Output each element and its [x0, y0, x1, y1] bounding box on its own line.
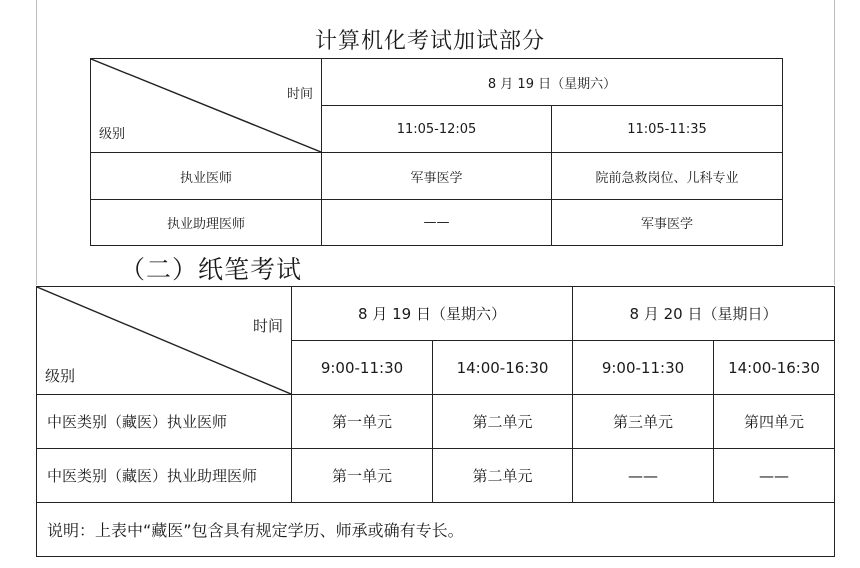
corner-level-label: 级别: [99, 127, 126, 142]
table-row: [37, 395, 835, 449]
time-slot-header: 9:00-11:30: [573, 341, 714, 395]
date-header: 8 月 20 日（星期日）: [573, 287, 835, 341]
corner-level-label: 级别: [45, 367, 76, 385]
corner-time-label: 时间: [286, 87, 313, 102]
unit-cell: 第二单元: [433, 395, 573, 449]
time-slot-header: 11:05-11:35: [552, 106, 783, 153]
section2-title: （二）纸笔考试: [120, 255, 303, 284]
subject-cell: 院前急救岗位、儿科专业: [552, 153, 783, 200]
corner-time-label: 时间: [252, 317, 283, 335]
level-cell: 中医类别（藏医）执业医师: [37, 395, 292, 449]
unit-cell: ——: [573, 449, 714, 503]
table-row: [37, 449, 835, 503]
level-cell: 执业医师: [91, 153, 322, 200]
level-cell: 中医类别（藏医）执业助理医师: [37, 449, 292, 503]
table-row: [91, 200, 783, 246]
table-row: [91, 153, 783, 200]
subject-cell: 军事医学: [552, 200, 783, 246]
table-note: 说明：上表中“藏医”包含具有规定学历、师承或确有专长。: [37, 503, 835, 557]
table-corner-header: [91, 59, 322, 153]
unit-cell: 第一单元: [292, 395, 433, 449]
unit-cell: 第二单元: [433, 449, 573, 503]
level-cell: 执业助理医师: [91, 200, 322, 246]
time-slot-header: 14:00-16:30: [433, 341, 573, 395]
diagonal-divider: [37, 287, 291, 394]
time-slot-header: 9:00-11:30: [292, 341, 433, 395]
unit-cell: 第三单元: [573, 395, 714, 449]
subject-cell: 军事医学: [322, 153, 552, 200]
section1-title: 计算机化考试加试部分: [314, 29, 545, 54]
time-slot-header: 11:05-12:05: [322, 106, 552, 153]
diagonal-divider: [91, 59, 321, 152]
section1-schedule-table: [90, 58, 783, 246]
section2-schedule-table: [36, 286, 835, 557]
unit-cell: ——: [714, 449, 835, 503]
time-slot-header: 14:00-16:30: [714, 341, 835, 395]
date-header: 8 月 19 日（星期六）: [322, 59, 783, 106]
subject-cell: ——: [322, 200, 552, 246]
unit-cell: 第一单元: [292, 449, 433, 503]
table-corner-header: [37, 287, 292, 395]
date-header: 8 月 19 日（星期六）: [292, 287, 573, 341]
unit-cell: 第四单元: [714, 395, 835, 449]
